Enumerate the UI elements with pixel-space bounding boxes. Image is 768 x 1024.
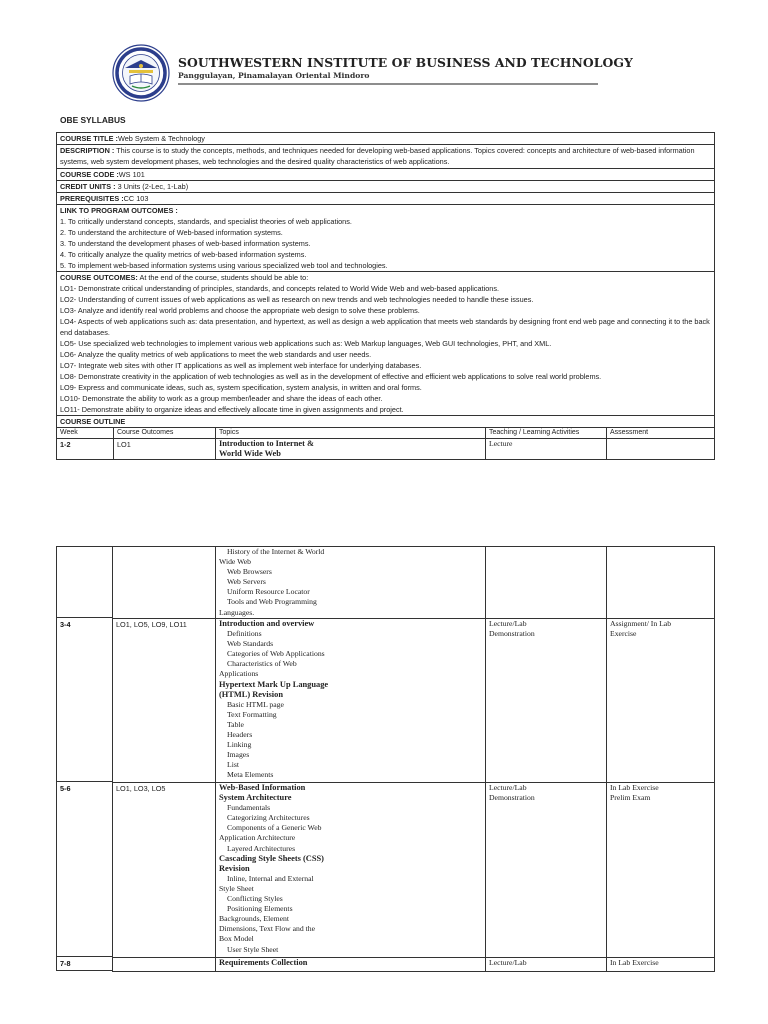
topic-item: History of the Internet & World xyxy=(227,547,325,556)
topic-heading: World Wide Web xyxy=(219,449,281,459)
syllabus-table-continued xyxy=(112,546,715,972)
topic-item: Dimensions, Text Flow and the xyxy=(219,924,316,934)
header-assessment: Assessment xyxy=(607,428,715,439)
topic-heading: Web-Based Information xyxy=(219,783,306,792)
course-outline-label: COURSE OUTLINE xyxy=(60,417,126,426)
page-header xyxy=(112,44,633,104)
topic-heading: Hypertext Mark Up Language xyxy=(219,679,329,689)
institution-name: SOUTHWESTERN INSTITUTE OF BUSINESS AND TECHNOLOGY xyxy=(178,55,633,70)
document-type: OBE SYLLABUS xyxy=(60,115,126,125)
topic-heading: Cascading Style Sheets (CSS) xyxy=(219,853,324,863)
course-outcome-item: LO1- Demonstrate critical understanding of principles, standards, and concepts related to World Wide Web and web-based applications. xyxy=(60,284,499,293)
program-outcome-item: 3. To understand the development phases of web-based information systems. xyxy=(60,239,311,248)
course-outcomes-label: COURSE OUTCOMES: xyxy=(60,273,138,282)
topic-item: Backgrounds, Element xyxy=(219,914,290,924)
course-outcome-item: LO5- Use specialized web technologies to implement various web applications such as: Web Markup languages, Web GUI technologies, PHT, and XML. xyxy=(60,339,552,348)
course-title-row xyxy=(57,133,715,145)
table-row xyxy=(113,783,715,958)
page2-week-column-edge xyxy=(56,546,113,971)
topic-item: Headers xyxy=(227,730,253,740)
topics-cell xyxy=(216,958,486,972)
table-row xyxy=(113,547,715,619)
course-title-value: Web System & Technology xyxy=(117,134,205,143)
activities-cell xyxy=(486,783,607,958)
week-label-7-8: 7-8 xyxy=(60,959,71,968)
course-outcome-item: LO11- Demonstrate ability to organize ideas and effectively allocate time in given assignments and project. xyxy=(60,405,404,414)
outline-header-row xyxy=(57,428,715,439)
topic-item: Layered Architectures xyxy=(227,843,296,853)
topic-item: Web Browsers xyxy=(227,567,272,577)
week-divider xyxy=(56,956,113,957)
assessment-cell xyxy=(607,547,715,619)
outcomes-text: LO1, LO5, LO9, LO11 xyxy=(116,620,187,629)
topic-item: Inline, Internal and External xyxy=(227,873,314,883)
topic-item: Application Architecture xyxy=(219,833,296,843)
activity-text: Demonstration xyxy=(489,629,535,639)
activities-cell xyxy=(486,547,607,619)
assessment-text: Assignment/ In Lab xyxy=(610,619,672,628)
week-divider xyxy=(56,617,113,618)
credit-units-row xyxy=(57,181,715,193)
table-row xyxy=(57,439,715,460)
prerequisites-row xyxy=(57,193,715,205)
header-topics: Topics xyxy=(216,428,486,439)
description-row xyxy=(57,145,715,169)
course-outcome-item: LO10- Demonstrate the ability to work as a group member/leader and share the ideas of each other. xyxy=(60,394,383,403)
prerequisites-value: CC 103 xyxy=(123,194,149,203)
description-value: This course is to study the concepts, methods, and techniques needed for developing web-based applications. Topics covered: concepts and architecture of web-based information systems, web system development phases, web technologies and the desired quality characteristics of web applications. xyxy=(60,146,695,166)
topic-item: Box Model xyxy=(219,934,254,944)
topic-item: Categories of Web Applications xyxy=(227,649,325,659)
assessment-text: In Lab Exercise xyxy=(610,783,659,792)
topic-item: Applications xyxy=(219,669,259,679)
topic-item: Basic HTML page xyxy=(227,699,284,709)
outcomes-cell xyxy=(113,783,216,958)
course-code-value: WS 101 xyxy=(118,170,145,179)
topic-item: Conflicting Styles xyxy=(227,894,283,904)
assessment-cell xyxy=(607,619,715,783)
topic-item: Languages. xyxy=(219,607,255,617)
course-code-row xyxy=(57,169,715,181)
activities-cell: Lecture xyxy=(486,439,607,460)
assessment-cell xyxy=(607,439,715,460)
activity-text: Lecture/Lab xyxy=(489,783,527,792)
topic-item: Text Formatting xyxy=(227,709,277,719)
topic-item: Linking xyxy=(227,740,252,750)
institution-address: Panggulayan, Pinamalayan Oriental Mindoro xyxy=(178,71,370,80)
topic-heading: (HTML) Revision xyxy=(219,689,283,699)
header-week: Week xyxy=(57,428,114,439)
topic-heading: Introduction and overview xyxy=(219,619,315,628)
description-label: DESCRIPTION : xyxy=(60,146,115,155)
header-rule xyxy=(178,83,598,85)
activities-cell: Lecture/Lab xyxy=(486,958,607,972)
topic-heading: System Architecture xyxy=(219,793,292,803)
assessment-text: Exercise xyxy=(610,629,637,639)
topic-item: User Style Sheet xyxy=(227,944,279,954)
credit-units-label: CREDIT UNITS : xyxy=(60,182,116,191)
topic-item: Components of a Generic Web xyxy=(227,823,322,833)
prerequisites-label: PREREQUISITES : xyxy=(60,194,124,203)
course-outcome-item: LO4- Aspects of web applications such as: data presentation, and hypertext, as well as design a web application that meets web standards by designing front end web page and connecting it to the back end databases. xyxy=(60,317,710,337)
topic-item: Positioning Elements xyxy=(227,904,293,914)
course-outcome-item: LO2- Understanding of current issues of web applications as well as research on new trends and web technologies needed to handle these issues. xyxy=(60,295,534,304)
course-title-label: COURSE TITLE : xyxy=(60,134,118,143)
header-course-outcomes: Course Outcomes xyxy=(114,428,216,439)
program-outcome-item: 4. To critically analyze the quality metrics of web-based information systems. xyxy=(60,250,307,259)
topic-item: Fundamentals xyxy=(227,803,271,813)
course-outcome-item: LO9- Express and communicate ideas, such as, system specification, system analysis, in written and oral forms. xyxy=(60,383,422,392)
topics-cell xyxy=(216,619,486,783)
table-row xyxy=(113,619,715,783)
assessment-cell: In Lab Exercise xyxy=(607,958,715,972)
week-label-3-4: 3-4 xyxy=(60,620,71,629)
course-outline-row xyxy=(57,416,715,428)
assessment-cell xyxy=(607,783,715,958)
credit-units-value: 3 Units (2-Lec, 1-Lab) xyxy=(115,182,189,191)
topic-heading: Requirements Collection xyxy=(219,958,308,967)
topic-item: Tools and Web Programming xyxy=(227,597,317,607)
topic-heading: Introduction to Internet & xyxy=(219,439,314,448)
table-row xyxy=(113,958,715,972)
week-label-5-6: 5-6 xyxy=(60,784,71,793)
school-seal-icon xyxy=(112,44,170,102)
course-code-label: COURSE CODE : xyxy=(60,170,119,179)
topic-item: Wide Web xyxy=(219,557,252,567)
topic-item: Meta Elements xyxy=(227,770,274,780)
assessment-text: Prelim Exam xyxy=(610,793,651,803)
topic-item: Categorizing Architectures xyxy=(227,813,310,823)
program-outcome-item: 2. To understand the architecture of Web-based information systems. xyxy=(60,228,283,237)
outcomes-cell xyxy=(113,619,216,783)
topics-cell xyxy=(216,783,486,958)
course-outcomes-intro: At the end of the course, students should be able to: xyxy=(137,273,309,282)
topic-item: Web Standards xyxy=(227,639,274,649)
outcomes-cell xyxy=(113,547,216,619)
activity-text: Lecture/Lab xyxy=(489,619,527,628)
activity-text: Demonstration xyxy=(489,793,535,803)
topics-cell xyxy=(216,547,486,619)
topic-item: Style Sheet xyxy=(219,883,254,893)
topic-item: Characteristics of Web xyxy=(227,659,297,669)
topic-item: Definitions xyxy=(227,629,262,639)
activities-cell xyxy=(486,619,607,783)
topic-item: Web Servers xyxy=(227,577,266,587)
topic-item: List xyxy=(227,760,239,770)
program-outcome-item: 5. To implement web-based information systems using various specialized web tool and technologies. xyxy=(60,261,388,270)
program-outcome-item: 1. To critically understand concepts, standards, and specialist theories of web applications. xyxy=(60,217,352,226)
header-activities: Teaching / Learning Activities xyxy=(486,428,607,439)
week-divider xyxy=(56,781,113,782)
outcomes-cell xyxy=(113,958,216,972)
course-outcome-item: LO8- Demonstrate creativity in the application of web technologies as well as in the development of effective and efficient web applications to solve real world problems. xyxy=(60,372,602,381)
program-outcomes-label: LINK TO PROGRAM OUTCOMES : xyxy=(60,206,178,215)
course-outcome-item: LO3- Analyze and identify real world problems and choose the appropriate web design to solve these problems. xyxy=(60,306,420,315)
topic-item: Table xyxy=(227,719,244,729)
topic-item: Images xyxy=(227,750,250,760)
course-outcome-item: LO6- Analyze the quality metrics of web applications to meet the web standards and user needs. xyxy=(60,350,372,359)
week-cell: 1-2 xyxy=(60,440,71,449)
topics-cell xyxy=(216,439,486,460)
course-outcomes-row xyxy=(57,272,715,416)
topic-heading: Revision xyxy=(219,863,250,873)
outcomes-text: LO1, LO3, LO5 xyxy=(116,784,166,793)
program-outcomes-row xyxy=(57,205,715,272)
course-outcome-item: LO7- Integrate web sites with other IT applications as well as implement web interface for underlying databases. xyxy=(60,361,422,370)
syllabus-table xyxy=(56,132,715,460)
topic-item: Uniform Resource Locator xyxy=(227,587,310,597)
outcomes-cell: LO1 xyxy=(114,439,216,460)
